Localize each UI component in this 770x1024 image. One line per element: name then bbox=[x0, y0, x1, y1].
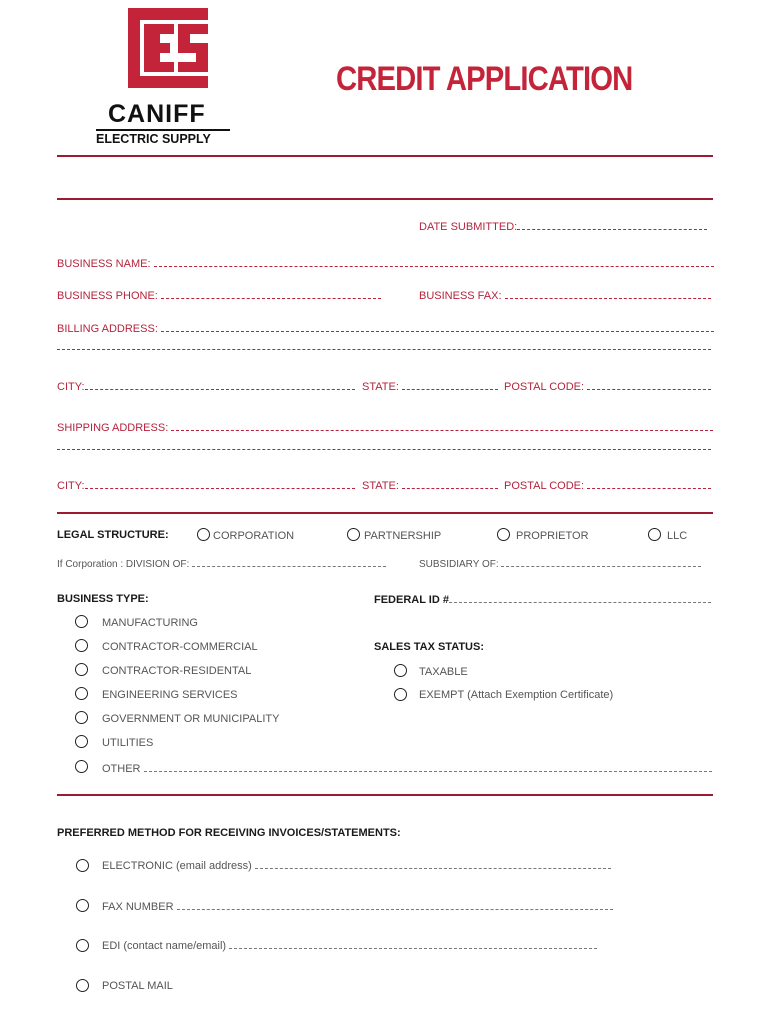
section-rule-invoices bbox=[57, 794, 713, 796]
business-name-input[interactable] bbox=[154, 256, 714, 267]
shipping-postal-row bbox=[504, 478, 711, 493]
business-phone-input[interactable] bbox=[161, 288, 381, 299]
invoice-postal-radio[interactable] bbox=[76, 979, 89, 992]
subsidiary-of-input[interactable] bbox=[501, 556, 701, 567]
invoice-electronic-label: ELECTRONIC (email address) bbox=[102, 860, 252, 872]
invoice-electronic-input[interactable] bbox=[255, 858, 611, 869]
business-type-contractor-residental-radio[interactable] bbox=[75, 663, 88, 676]
section-rule-legal bbox=[57, 512, 713, 514]
federal-id-input[interactable] bbox=[449, 592, 711, 603]
company-subname: ELECTRIC SUPPLY bbox=[96, 132, 211, 146]
business-name-row bbox=[57, 256, 714, 271]
business-type-other-row bbox=[102, 761, 712, 776]
sales-tax-label: SALES TAX STATUS: bbox=[374, 641, 484, 653]
invoice-fax-radio[interactable] bbox=[76, 899, 89, 912]
business-type-manufacturing-radio[interactable] bbox=[75, 615, 88, 628]
business-type-engineering-radio[interactable] bbox=[75, 687, 88, 700]
division-of-row bbox=[57, 556, 386, 571]
invoice-electronic-row bbox=[102, 858, 611, 873]
business-type-manufacturing-label: MANUFACTURING bbox=[102, 617, 198, 629]
sales-tax-exempt-radio[interactable] bbox=[394, 688, 407, 701]
date-submitted-label: DATE SUBMITTED: bbox=[419, 221, 518, 233]
invoice-edi-input[interactable] bbox=[229, 938, 597, 949]
federal-id-row bbox=[374, 592, 711, 607]
billing-address-line2[interactable] bbox=[57, 349, 711, 350]
billing-city-label: CITY: bbox=[57, 381, 85, 393]
logo-mark-icon bbox=[96, 8, 236, 98]
shipping-state-input[interactable] bbox=[402, 478, 498, 489]
legal-partnership-radio[interactable] bbox=[347, 528, 360, 541]
billing-address-input[interactable] bbox=[161, 321, 714, 332]
business-type-contractor-commercial-label: CONTRACTOR-COMMERCIAL bbox=[102, 641, 258, 653]
invoice-fax-input[interactable] bbox=[177, 899, 613, 910]
subsidiary-of-row bbox=[419, 556, 701, 571]
billing-city-input[interactable] bbox=[85, 379, 355, 390]
shipping-city-label: CITY: bbox=[57, 480, 85, 492]
business-phone-label: BUSINESS PHONE: bbox=[57, 290, 158, 302]
billing-postal-label: POSTAL CODE: bbox=[504, 381, 585, 393]
sales-tax-taxable-label: TAXABLE bbox=[419, 666, 468, 678]
business-type-other-label: OTHER bbox=[102, 763, 141, 775]
subsidiary-of-label: SUBSIDIARY OF: bbox=[419, 559, 499, 570]
billing-city-row bbox=[57, 379, 355, 394]
billing-postal-input[interactable] bbox=[587, 379, 711, 390]
legal-structure-label: LEGAL STRUCTURE: bbox=[57, 529, 169, 541]
business-type-other-radio[interactable] bbox=[75, 760, 88, 773]
billing-state-label: STATE: bbox=[362, 381, 399, 393]
sales-tax-taxable-radio[interactable] bbox=[394, 664, 407, 677]
date-submitted-row bbox=[419, 219, 707, 234]
legal-proprietor-label: PROPRIETOR bbox=[516, 530, 589, 542]
invoice-fax-row bbox=[102, 899, 613, 914]
business-type-utilities-label: UTILITIES bbox=[102, 737, 154, 749]
invoice-postal-label: POSTAL MAIL bbox=[102, 980, 173, 992]
legal-proprietor-radio[interactable] bbox=[497, 528, 510, 541]
shipping-address-label: SHIPPING ADDRESS: bbox=[57, 422, 169, 434]
company-logo bbox=[96, 8, 236, 148]
shipping-state-row bbox=[362, 478, 498, 493]
legal-corporation-label: CORPORATION bbox=[213, 530, 295, 542]
invoice-edi-radio[interactable] bbox=[76, 939, 89, 952]
shipping-city-input[interactable] bbox=[85, 478, 355, 489]
business-type-engineering-label: ENGINEERING SERVICES bbox=[102, 689, 238, 701]
billing-postal-row bbox=[504, 379, 711, 394]
legal-partnership-label: PARTNERSHIP bbox=[364, 530, 442, 542]
header-rule-bottom bbox=[57, 198, 713, 200]
billing-state-input[interactable] bbox=[402, 379, 498, 390]
company-underline bbox=[96, 129, 230, 131]
shipping-address-row bbox=[57, 420, 713, 435]
shipping-state-label: STATE: bbox=[362, 480, 399, 492]
legal-llc-radio[interactable] bbox=[648, 528, 661, 541]
billing-address-row bbox=[57, 321, 714, 336]
header-rule-top bbox=[57, 155, 713, 157]
division-of-input[interactable] bbox=[192, 556, 386, 567]
division-of-label: If Corporation : DIVISION OF: bbox=[57, 559, 190, 570]
business-type-contractor-commercial-radio[interactable] bbox=[75, 639, 88, 652]
invoice-edi-label: EDI (contact name/email) bbox=[102, 940, 227, 952]
business-fax-label: BUSINESS FAX: bbox=[419, 290, 502, 302]
date-submitted-input[interactable] bbox=[517, 219, 707, 230]
business-type-utilities-radio[interactable] bbox=[75, 735, 88, 748]
shipping-postal-label: POSTAL CODE: bbox=[504, 480, 585, 492]
invoice-fax-label: FAX NUMBER bbox=[102, 901, 174, 913]
form-title: CREDIT APPLICATION bbox=[336, 60, 633, 98]
business-type-government-label: GOVERNMENT OR MUNICIPALITY bbox=[102, 713, 280, 725]
billing-state-row bbox=[362, 379, 498, 394]
business-name-label: BUSINESS NAME: bbox=[57, 258, 151, 270]
business-phone-row bbox=[57, 288, 381, 303]
federal-id-label: FEDERAL ID # bbox=[374, 594, 449, 606]
business-fax-input[interactable] bbox=[505, 288, 711, 299]
shipping-address-input[interactable] bbox=[171, 420, 713, 431]
shipping-city-row bbox=[57, 478, 355, 493]
sales-tax-exempt-label: EXEMPT (Attach Exemption Certificate) bbox=[419, 689, 614, 701]
business-type-contractor-residental-label: CONTRACTOR-RESIDENTAL bbox=[102, 665, 252, 677]
legal-corporation-radio[interactable] bbox=[197, 528, 210, 541]
legal-llc-label: LLC bbox=[667, 530, 688, 542]
invoice-edi-row bbox=[102, 938, 597, 953]
invoice-electronic-radio[interactable] bbox=[76, 859, 89, 872]
billing-address-label: BILLING ADDRESS: bbox=[57, 323, 158, 335]
shipping-postal-input[interactable] bbox=[587, 478, 711, 489]
shipping-address-line2[interactable] bbox=[57, 449, 711, 450]
company-name: CANIFF bbox=[108, 100, 206, 128]
business-type-label: BUSINESS TYPE: bbox=[57, 593, 149, 605]
business-type-other-input[interactable] bbox=[144, 761, 712, 772]
invoices-label: PREFERRED METHOD FOR RECEIVING INVOICES/STATEMENTS: bbox=[57, 827, 401, 839]
business-fax-row bbox=[419, 288, 711, 303]
business-type-government-radio[interactable] bbox=[75, 711, 88, 724]
